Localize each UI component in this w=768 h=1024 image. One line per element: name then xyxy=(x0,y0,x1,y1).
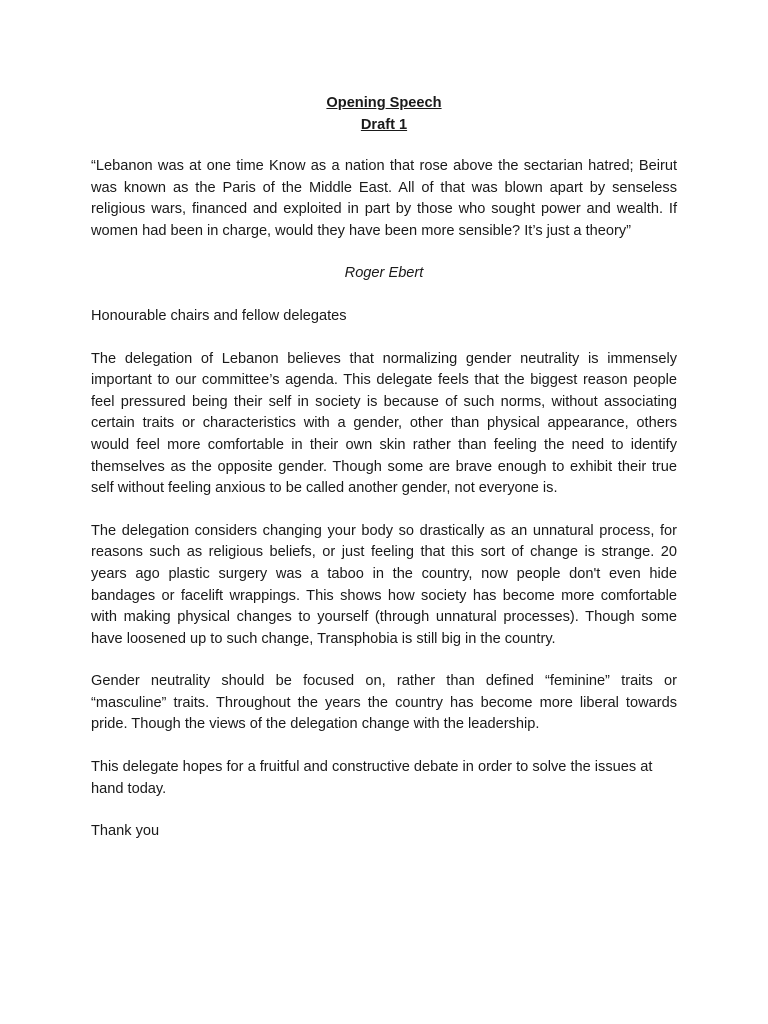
body-paragraph-3: Gender neutrality should be focused on, rather than defined “feminine” traits or “masculine” traits. Throughout the years the country has become more liberal towards pride. Though the views of the delegation change with the leadership. xyxy=(91,673,677,733)
document-title: Opening Speech xyxy=(326,95,442,111)
opening-quote: “Lebanon was at one time Know as a nation that rose above the sectarian hatred; Beirut was known as the Paris of the Middle East. All of that was blown apart by senseless religious wars, financed and exploited in part by those who sought power and wealth. If women had been in charge, would they have been more sensible? It’s just a theory” xyxy=(91,158,677,239)
body-paragraph-1: The delegation of Lebanon believes that normalizing gender neutrality is immensely important to our committee’s agenda. This delegate feels that the biggest reason people feel pressured being their self in society is because of such norms, without associating certain traits or characteristics with a gender, other than physical appearance, others would feel more comfortable in their own skin rather than feeling the need to identify themselves as the opposite gender. Though some are brave enough to exhibit their true self without feeling anxious to be called another gender, not everyone is. xyxy=(91,350,677,497)
body-paragraph-4: This delegate hopes for a fruitful and constructive debate in order to solve the issues at hand today. xyxy=(91,759,653,797)
quote-author: Roger Ebert xyxy=(344,265,424,282)
greeting: Honourable chairs and fellow delegates xyxy=(91,307,347,324)
closing: Thank you xyxy=(91,823,160,840)
document-page xyxy=(91,92,677,864)
body-paragraph-2: The delegation considers changing your body so drastically as an unnatural process, for reasons such as religious beliefs, or just feeling that this sort of change is strange. 20 years ago plastic surgery was a taboo in the country, now people don't even hide bandages or facelift wrappings. This shows how society has become more comfortable with making physical changes to yourself (through unnatural processes). Though some have loosened up to such change, Transphobia is still big in the country. xyxy=(91,522,677,647)
document-subtitle: Draft 1 xyxy=(360,117,408,133)
quote-block xyxy=(91,156,677,285)
